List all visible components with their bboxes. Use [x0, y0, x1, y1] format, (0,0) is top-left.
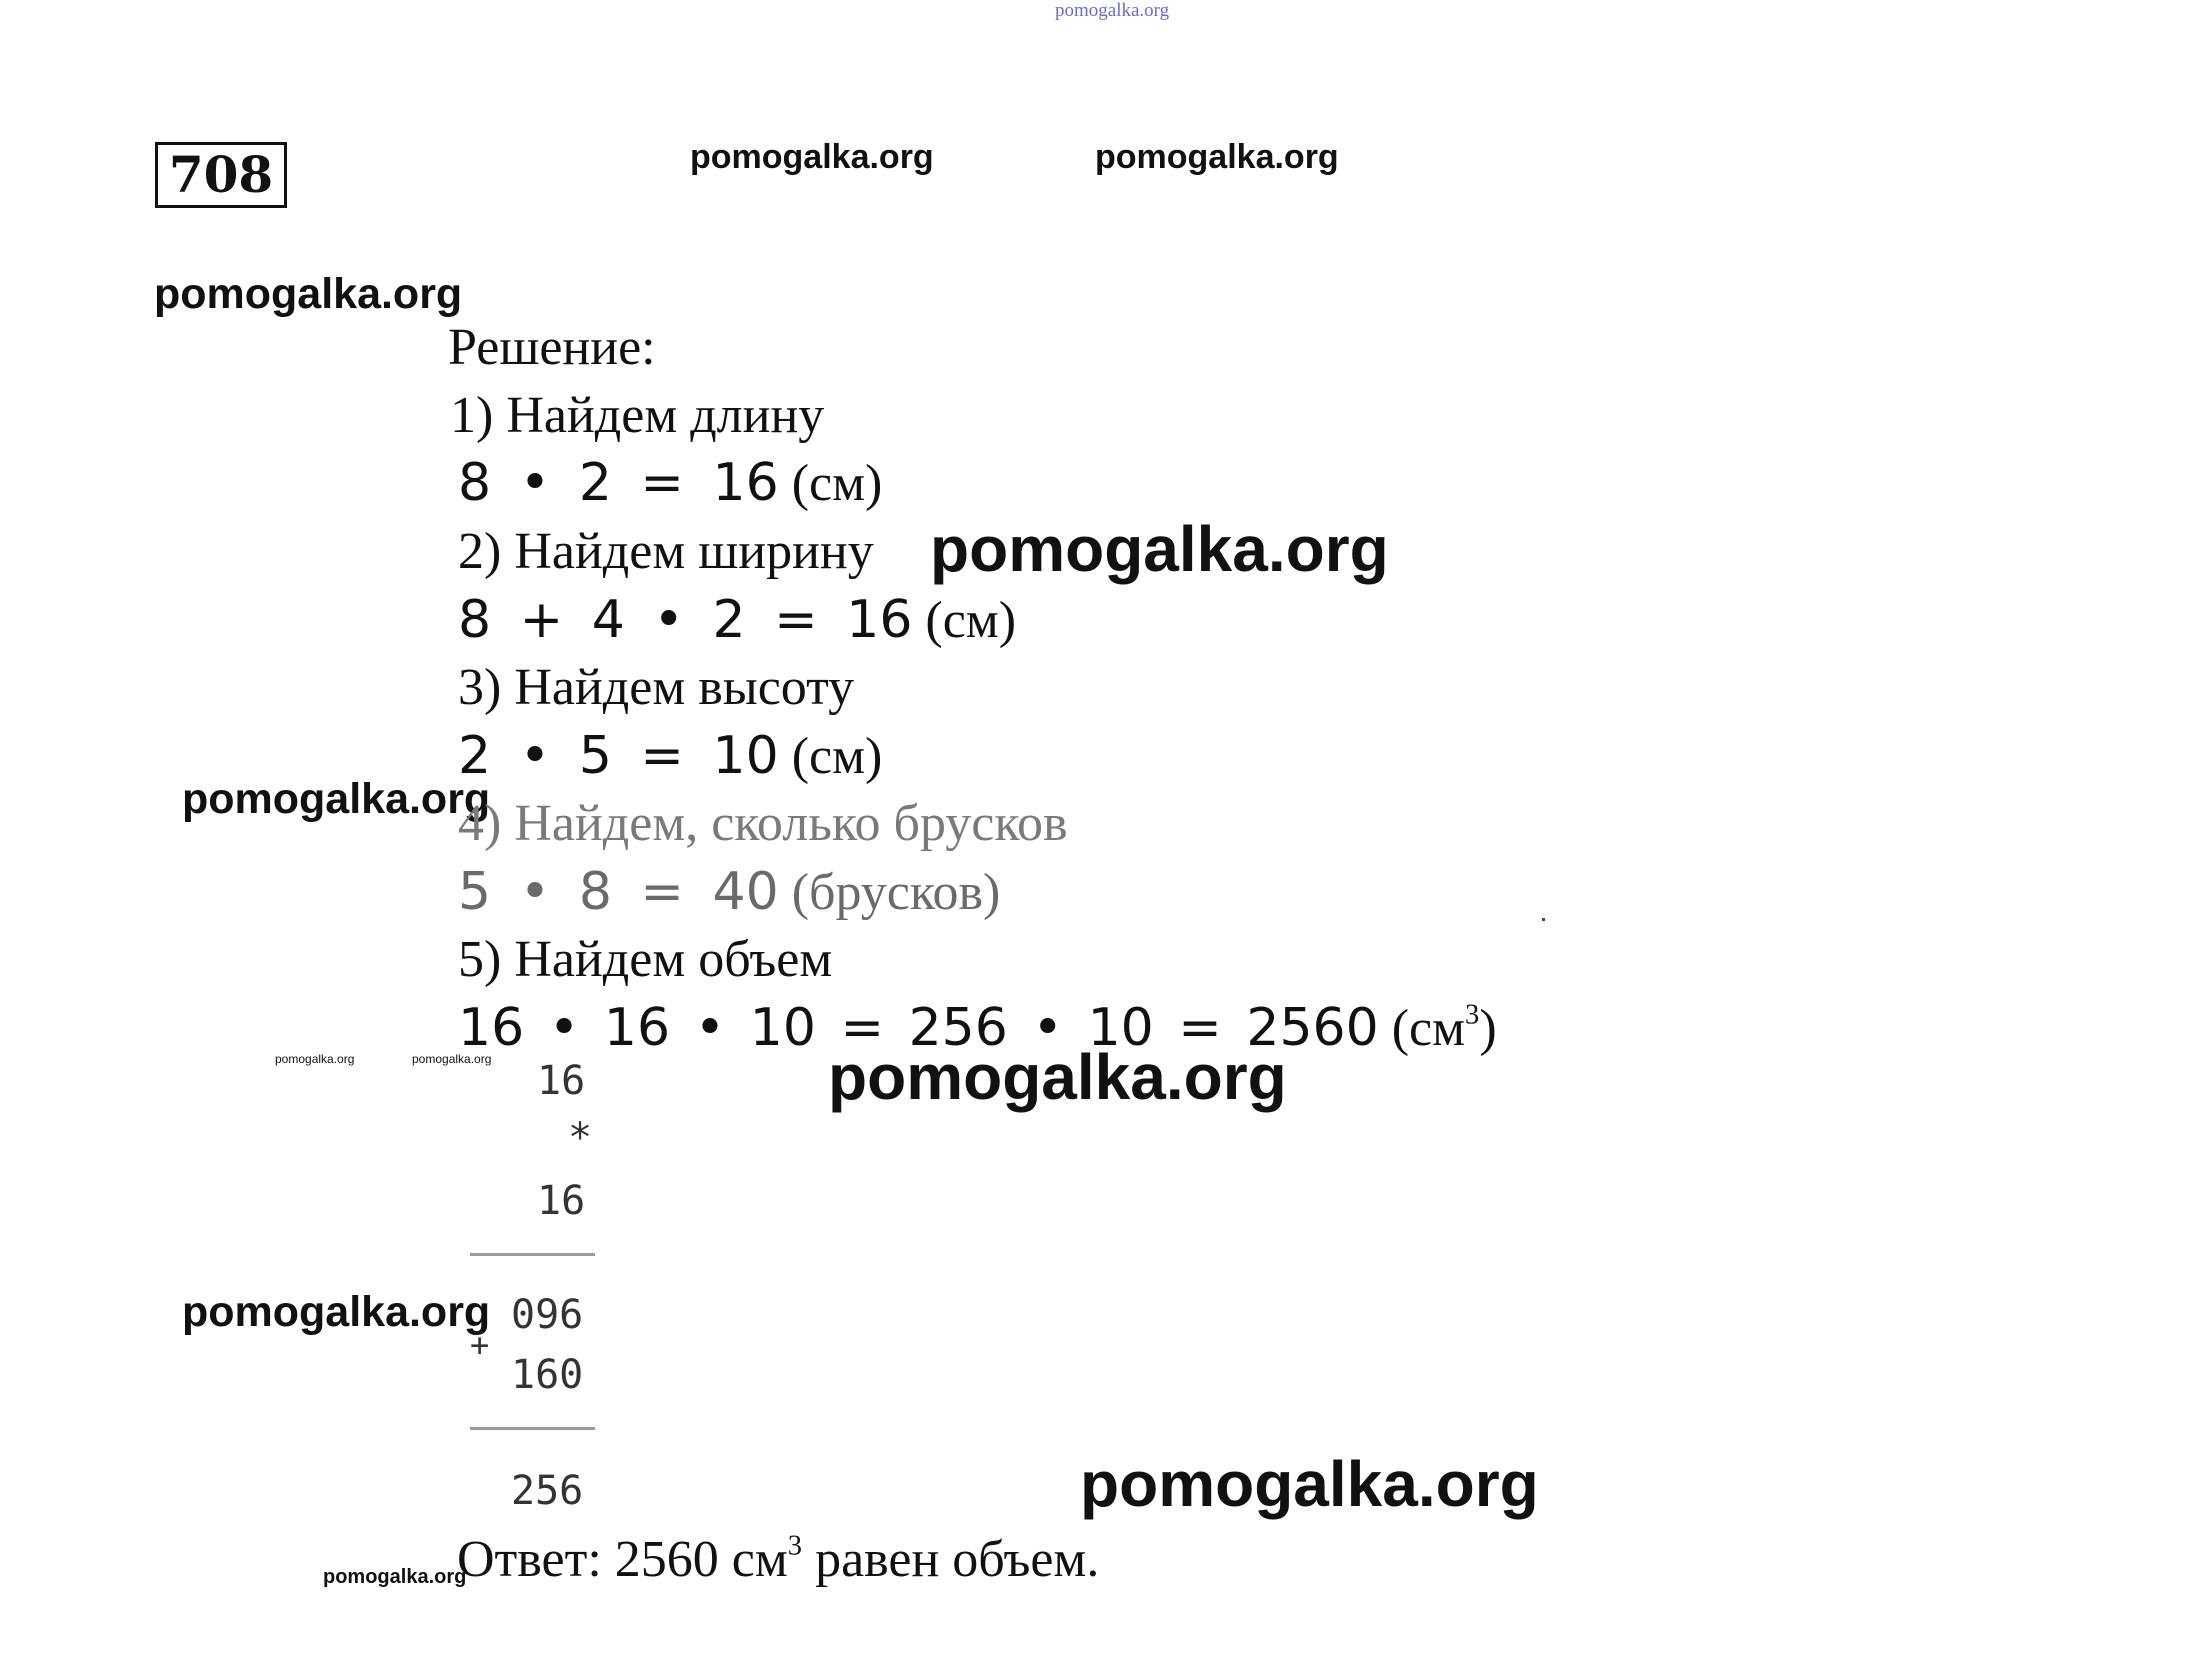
watermark: pomogalka.org — [690, 138, 934, 176]
step1-calc — [458, 453, 882, 513]
answer-sup: 3 — [787, 1530, 803, 1562]
mult-operator: * — [568, 1115, 593, 1161]
stray-dot — [1542, 918, 1545, 921]
step1-unit: (см) — [791, 455, 883, 512]
step4-unit: (брусков) — [791, 864, 1001, 921]
mult-partial-2: 160 — [511, 1352, 584, 1398]
mult-multiplier: 16 — [537, 1178, 586, 1224]
step3-title: 3) Найдем высоту — [458, 659, 855, 716]
watermark: pomogalka.org — [323, 1566, 467, 1588]
watermark: pomogalka.org — [412, 1052, 492, 1066]
step2-title: 2) Найдем ширину — [458, 523, 874, 580]
answer-suffix: равен объем. — [802, 1531, 1100, 1588]
step4-expression: 5 • 8 = 40 — [458, 862, 779, 922]
watermark: pomogalka.org — [1095, 138, 1339, 176]
step3-expression: 2 • 5 = 10 — [458, 726, 779, 786]
step5-unit — [1392, 1000, 1497, 1057]
mult-partial-1: 096 — [511, 1292, 584, 1338]
step4-calc — [458, 862, 1000, 922]
mult-multiplicand: 16 — [537, 1058, 586, 1104]
step1-expression: 8 • 2 = 16 — [458, 453, 779, 513]
step5-calc — [458, 998, 1497, 1058]
step3-calc — [458, 726, 882, 786]
mult-rule-1 — [470, 1253, 595, 1256]
watermark: pomogalka.org — [1080, 1448, 1539, 1520]
step1-title: 1) Найдем длину — [450, 387, 825, 444]
step2-expression: 8 + 4 • 2 = 16 — [458, 590, 913, 650]
mult-rule-2 — [470, 1427, 595, 1430]
answer-prefix: Ответ: 2560 см — [457, 1531, 788, 1588]
step2-calc — [458, 590, 1016, 650]
step5-expression: 16 • 16 • 10 = 256 • 10 = 2560 — [458, 998, 1379, 1058]
mult-plus: + — [470, 1326, 490, 1364]
watermark-top: pomogalka.org — [1055, 0, 1170, 21]
mult-result: 256 — [511, 1468, 584, 1514]
step5-title: 5) Найдем объем — [458, 931, 833, 988]
step5-unit-sup: 3 — [1465, 999, 1480, 1031]
answer-line — [457, 1530, 1099, 1589]
watermark: pomogalka.org — [930, 513, 1389, 585]
watermark: pomogalka.org — [275, 1052, 355, 1066]
step4-title: 4) Найдем, сколько брусков — [458, 795, 1068, 852]
watermark: pomogalka.org — [154, 270, 463, 318]
step2-unit: (см) — [925, 592, 1017, 649]
problem-number: 708 — [155, 142, 287, 208]
watermark: pomogalka.org — [828, 1041, 1287, 1113]
step5-unit-open: (см — [1391, 1000, 1466, 1057]
step5-unit-close: ) — [1479, 1000, 1497, 1057]
solution-heading: Решение: — [448, 319, 656, 376]
step3-unit: (см) — [791, 728, 883, 785]
watermark: pomogalka.org — [182, 1288, 491, 1336]
watermark: pomogalka.org — [182, 775, 491, 823]
